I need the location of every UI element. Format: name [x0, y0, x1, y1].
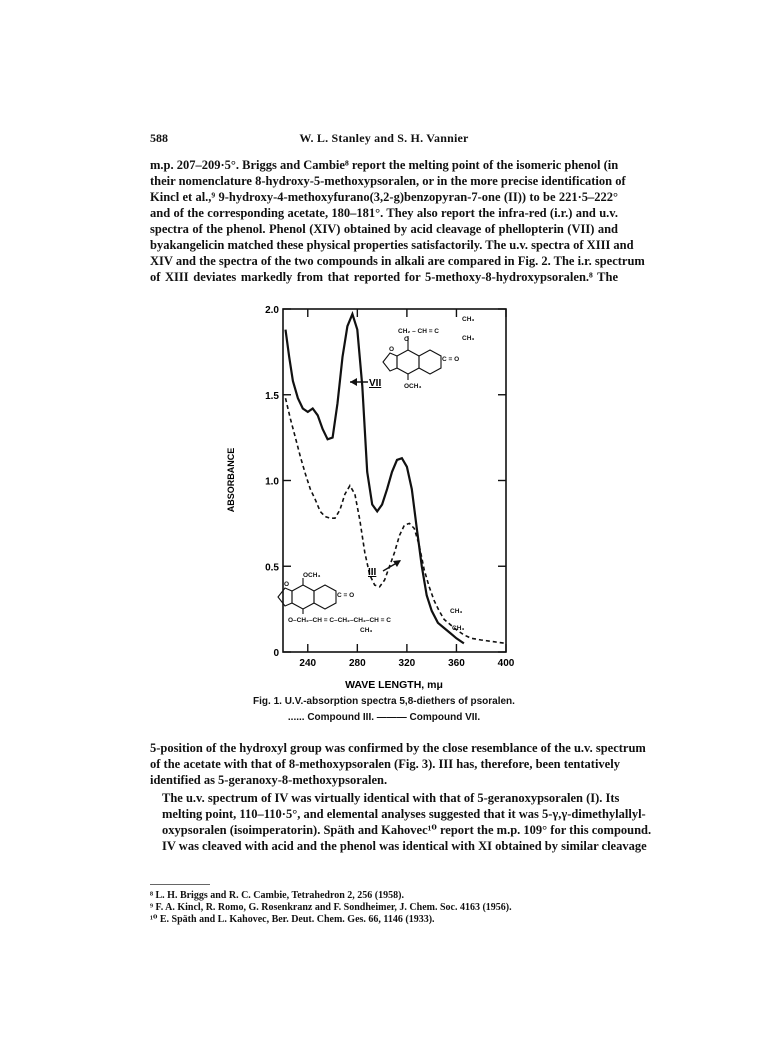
y-axis-label: ABSORBANCE [226, 447, 236, 513]
x-tick-label: 240 [299, 658, 317, 669]
page-number: 588 [150, 131, 168, 145]
chart-lines [286, 314, 507, 643]
running-authors: W. L. Stanley and S. H. Vannier [299, 131, 469, 145]
text-line: XIV and the spectra of the two compounds in alkali are compared in Fig. 2. The i.r. spectrum [150, 254, 645, 268]
footnote-10: ¹⁰ E. Späth and L. Kahovec, Ber. Deut. Chem. Ges. 66, 1146 (1933). [150, 914, 435, 925]
y-tick-label: 2.0 [265, 305, 279, 316]
footnote-8: ⁸ L. H. Briggs and R. C. Cambie, Tetrahedron 2, 256 (1958). [150, 890, 404, 901]
plot-frame [283, 309, 506, 652]
text-line: melting point, 110–110·5°, and elemental analyses suggested that it was 5-γ,γ-dimethylallyl- [162, 807, 646, 821]
benzene-ring [292, 585, 314, 609]
methyl-1: CH₃ [462, 316, 475, 323]
furan-o: O [389, 346, 395, 353]
x-tick-label: 320 [398, 658, 416, 669]
ether-o: O [404, 336, 410, 343]
text-line: The u.v. spectrum of IV was virtually identical with that of 5-geranoxypsoralen (I). Its [162, 791, 620, 805]
x-tick-label: 400 [497, 658, 515, 669]
label-vii-callout [350, 378, 381, 389]
x-axis-label: WAVE LENGTH, mμ [345, 679, 443, 691]
benzene-ring [397, 350, 419, 374]
footnote-rule [150, 884, 210, 885]
series-line-iii [286, 398, 507, 643]
pyrone-ring [314, 585, 336, 609]
y-tick-label: 1.0 [265, 476, 279, 488]
text-line: Kincl et al.,⁹ 9-hydroxy-4-methoxyfurano(3,2-g)benzopyran-7-one (II)) to be 221·5–222° [150, 190, 618, 204]
text-line: m.p. 207–209·5°. Briggs and Cambie⁸ report the melting point of the isomeric phenol (in [150, 158, 619, 172]
text-line: identified as 5-geranoxy-8-methoxypsoralen. [150, 773, 388, 787]
text-line: their nomenclature 8-hydroxy-5-methoxypsoralen, or in the more precise identification of [150, 174, 626, 188]
text-line: of the acetate with that of 8-methoxypsoralen (Fig. 3). III has, therefore, been tentatively [150, 757, 620, 771]
furan-o: O [284, 581, 290, 588]
series-line-vii [286, 314, 464, 643]
methyl-3: CH₃ [452, 625, 465, 632]
footnote-9: ⁹ F. A. Kincl, R. Romo, G. Rosenkranz and F. Sondheimer, J. Chem. Soc. 4163 (1956). [150, 902, 512, 913]
methyl-2: CH₃ [450, 608, 463, 615]
methoxy: OCH₃ [303, 572, 321, 579]
label-vii: VII [369, 378, 382, 389]
carbonyl: C = O [337, 592, 355, 599]
text-line: of XIII deviates markedly from that reported for 5-methoxy-8-hydroxypsoralen.⁸ The [150, 270, 618, 284]
paragraph-3 [150, 790, 652, 854]
paragraph-2 [150, 740, 646, 788]
figure-caption: Fig. 1. U.V.-absorption spectra 5,8-diethers of psoralen. [253, 696, 515, 707]
y-tick-label: 0.5 [265, 562, 279, 574]
sub-chain: CH₂ – CH = C [398, 328, 439, 335]
structure-iii-labels [284, 572, 464, 634]
text-line: 5-position of the hydroxyl group was confirmed by the close resemblance of the u.v. spectrum [150, 741, 646, 755]
methyl-1: CH₃ [360, 627, 373, 634]
y-tick-label: 1.5 [265, 390, 279, 402]
x-tick-label: 360 [448, 658, 465, 669]
carbonyl: C = O [442, 356, 460, 363]
furan-ring [278, 588, 292, 606]
furan-ring [383, 353, 397, 371]
label-iii: III [368, 567, 377, 578]
text-line: IV was cleaved with acid and the phenol was identical with XI obtained by similar cleavage [162, 839, 647, 853]
methoxy: OCH₃ [404, 383, 422, 390]
chart-axes [283, 309, 506, 652]
chart-ticks [265, 305, 515, 669]
x-tick-label: 280 [348, 658, 366, 669]
structure-vii [383, 336, 441, 380]
y-tick-label: 0 [273, 648, 279, 659]
text-line: and of the corresponding acetate, 180–181°. They also report the infra-red (i.r.) and u.v. [150, 206, 618, 220]
text-line: oxypsoralen (isoimperatorin). Späth and Kahovec¹⁰ report the m.p. 109° for this compound. [162, 823, 652, 837]
label-iii-callout [368, 560, 401, 578]
methyl-2: CH₃ [462, 335, 475, 342]
text-line: byakangelicin matched these physical properties satisfactorily. The u.v. spectra of XIII and [150, 238, 634, 252]
pyrone-ring [419, 350, 441, 374]
geranyl-chain: O–CH₂–CH = C–CH₂–CH₂–CH = C [288, 617, 391, 624]
figure-legend: ...... Compound III. ——— Compound VII. [287, 712, 481, 723]
text-line: spectra of the phenol. Phenol (XIV) obtained by acid cleavage of phellopterin (VII) and [150, 222, 618, 236]
